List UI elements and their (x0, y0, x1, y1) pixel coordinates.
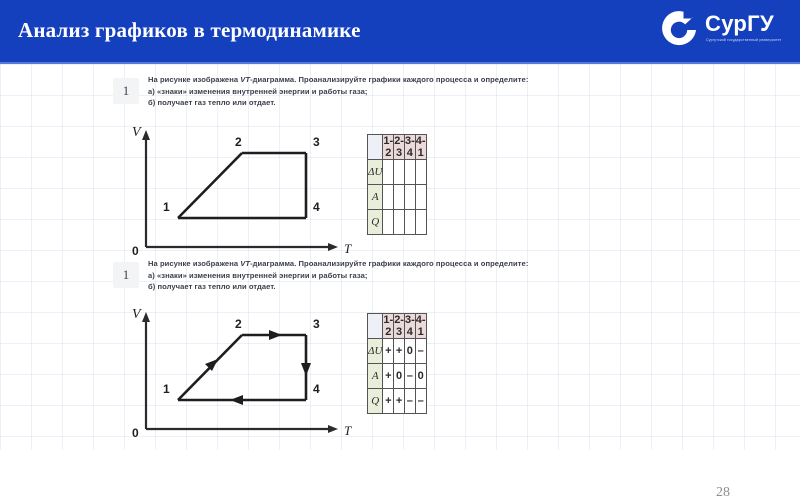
task-number-2: 1 (122, 267, 130, 282)
table-col-header-3-4: 3-4 (404, 314, 415, 338)
cell-Q-3-4[interactable]: – (404, 389, 415, 414)
axis-label-t: T (344, 423, 352, 438)
cell-A-3-4[interactable] (404, 185, 415, 210)
point-label-2: 2 (235, 317, 242, 331)
cell-deltaU-2-3[interactable]: + (394, 339, 405, 364)
slide-content (0, 64, 800, 500)
table-row-label-A: A (368, 364, 383, 389)
point-label-4: 4 (313, 382, 320, 396)
axis-label-v: V (132, 307, 141, 322)
point-label-1: 1 (163, 200, 170, 214)
point-label-2: 2 (235, 135, 242, 149)
cell-A-1-2[interactable]: + (383, 364, 394, 389)
cell-A-1-2[interactable] (383, 185, 394, 210)
cell-Q-2-3[interactable] (394, 210, 405, 235)
task-line-2: а) «знаки» изменения внутренней энергии и работы газа; (148, 86, 368, 96)
table-row-label-deltaU: ΔU (368, 339, 383, 364)
vt-label: VT (240, 259, 251, 268)
cell-A-4-1[interactable]: 0 (415, 364, 426, 389)
table-col-header-4-1: 4-1 (415, 135, 426, 159)
table-col-header-1-2: 1-2 (383, 135, 394, 159)
task-text-1 (148, 74, 708, 109)
axis-label-v: V (132, 125, 141, 140)
vt-diagram-1 (110, 122, 360, 257)
arrow-3-4-icon (301, 363, 311, 376)
table-row (368, 364, 427, 389)
table-row-label-Q: Q (368, 389, 383, 414)
cell-A-3-4[interactable]: – (404, 364, 415, 389)
table-col-header-2-3: 2-3 (394, 135, 404, 159)
task-line-1: На рисунке изображена VT-диаграмма. Проанализируйте графики каждого процесса и определите: (148, 259, 529, 268)
cell-Q-4-1[interactable] (415, 210, 426, 235)
task-line-1: На рисунке изображена VT-диаграмма. Проанализируйте графики каждого процесса и определите: (148, 75, 529, 84)
cell-Q-1-2[interactable]: + (383, 389, 394, 414)
logo-text: СурГУ (705, 11, 774, 36)
table-row-label-Q: Q (368, 210, 383, 235)
axis-origin-label: 0 (132, 426, 139, 439)
table-row (368, 389, 427, 414)
cell-deltaU-4-1[interactable]: – (415, 339, 426, 364)
table-header-row (368, 135, 427, 160)
answer-table-1 (367, 134, 427, 235)
cell-deltaU-3-4[interactable] (404, 160, 415, 185)
task-text-2 (148, 258, 708, 293)
answer-table-2 (367, 313, 427, 414)
vt-diagram-2 (110, 304, 360, 439)
table-row-label-A: A (368, 185, 383, 210)
point-label-4: 4 (313, 200, 320, 214)
axis-label-t: T (344, 241, 352, 256)
task-line-2: а) «знаки» изменения внутренней энергии и работы газа; (148, 270, 368, 280)
surgu-c-logo-icon (658, 9, 700, 51)
page-number: 28 (716, 485, 730, 500)
table-row (368, 185, 427, 210)
table-row (368, 210, 427, 235)
table-row (368, 160, 427, 185)
table-row-label-deltaU: ΔU (368, 160, 383, 185)
table-col-header-4-1: 4-1 (415, 314, 426, 338)
surgu-logo (658, 7, 790, 57)
cell-A-2-3[interactable]: 0 (394, 364, 405, 389)
cell-deltaU-1-2[interactable] (383, 160, 394, 185)
cell-Q-2-3[interactable]: + (394, 389, 405, 414)
cell-deltaU-4-1[interactable] (415, 160, 426, 185)
cell-deltaU-1-2[interactable]: + (383, 339, 394, 364)
table-corner-cell (368, 135, 383, 160)
table-header-row (368, 314, 427, 339)
cell-Q-3-4[interactable] (404, 210, 415, 235)
arrow-4-1-icon (230, 395, 243, 405)
task-number-1: 1 (122, 83, 130, 98)
cell-deltaU-2-3[interactable] (394, 160, 405, 185)
table-col-header-1-2: 1-2 (383, 314, 394, 338)
cell-deltaU-3-4[interactable]: 0 (404, 339, 415, 364)
cell-A-2-3[interactable] (394, 185, 405, 210)
page-title: Анализ графиков в термодинамике (18, 18, 361, 42)
point-label-1: 1 (163, 382, 170, 396)
task-line-3: б) получает газ тепло или отдает. (148, 282, 276, 292)
cell-Q-1-2[interactable] (383, 210, 394, 235)
table-col-header-3-4: 3-4 (404, 135, 415, 159)
point-label-3: 3 (313, 317, 320, 331)
logo-subtitle: Сургутский государственный университет (706, 38, 782, 42)
cell-A-4-1[interactable] (415, 185, 426, 210)
table-corner-cell (368, 314, 383, 339)
axis-origin-label: 0 (132, 244, 139, 257)
vt-label: VT (240, 75, 251, 84)
task-line-3: б) получает газ тепло или отдает. (148, 98, 276, 108)
table-col-header-2-3: 2-3 (394, 314, 404, 338)
cell-Q-4-1[interactable]: – (415, 389, 426, 414)
table-row (368, 339, 427, 364)
point-label-3: 3 (313, 135, 320, 149)
arrow-2-3-icon (269, 330, 282, 340)
